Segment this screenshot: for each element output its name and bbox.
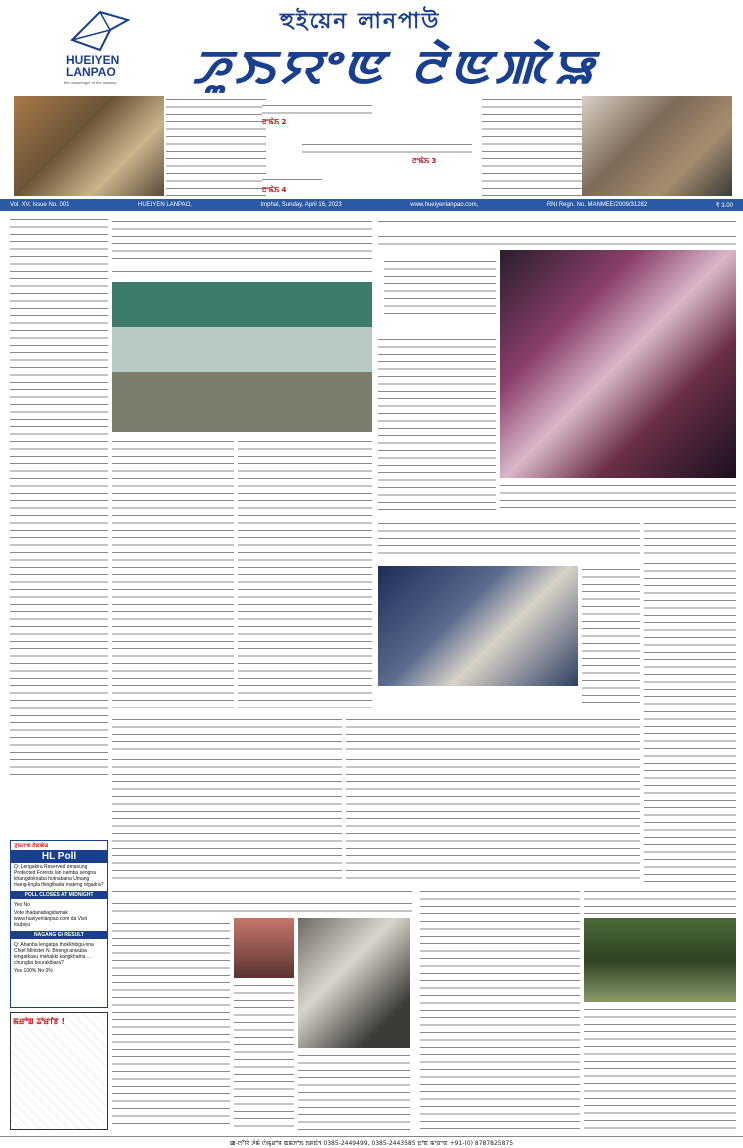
story-column bbox=[420, 918, 580, 1130]
teaser-text-left bbox=[166, 96, 266, 196]
price: ₹ 3.00 bbox=[715, 202, 733, 209]
poll-closes: POLL CLOSES AT MIDNIGHT bbox=[11, 891, 107, 899]
masthead bbox=[0, 0, 743, 92]
teaser-middle bbox=[262, 96, 472, 196]
teaser-more-link[interactable]: ꯂꯦꯃꯥꯏ 2 bbox=[262, 118, 287, 126]
logo-tagline: the messenger of the masses bbox=[64, 80, 117, 85]
story-column bbox=[298, 1052, 410, 1130]
logo[interactable] bbox=[60, 10, 140, 84]
row3-headline-right[interactable] bbox=[346, 716, 640, 752]
story-column bbox=[112, 920, 230, 1130]
cartoon-box[interactable] bbox=[10, 1012, 108, 1130]
bottom-headline-left[interactable] bbox=[112, 900, 412, 916]
story-column bbox=[234, 982, 294, 1130]
teaser-more-link[interactable]: ꯂꯦꯃꯥꯏ 3 bbox=[412, 157, 437, 165]
teaser-photo-left[interactable] bbox=[14, 96, 164, 196]
poll-yes-no[interactable]: Yes No bbox=[14, 902, 30, 908]
poll-title: HL Poll bbox=[11, 850, 107, 863]
story-column bbox=[112, 438, 234, 708]
main-subheadline bbox=[112, 268, 372, 278]
cartoon-title: ꯃꯔꯣꯡ ꯊꯣꯔꯤꯕ ! bbox=[13, 1017, 66, 1026]
poll-vote-info: Vote thadanabagidamak www.hueiyenlanpao.com da Visit toubiyu bbox=[14, 910, 88, 928]
place-date: Imphal, Sunday, April 16, 2023 bbox=[260, 202, 342, 208]
title-meitei: ꯍꯨꯏꯌꯦꯟ ꯂꯥꯟꯄꯥꯎ bbox=[192, 40, 599, 94]
poll-result-values: Yes 100% No 0% bbox=[14, 968, 53, 974]
bottom-headline-mid[interactable] bbox=[420, 888, 580, 914]
rni: RNI Regn. No. MANMEE/2009/31282 bbox=[546, 202, 648, 208]
pull-quote bbox=[384, 258, 496, 318]
mid-headline[interactable] bbox=[378, 520, 640, 556]
poll-result-question: Q: Ahanba lengatpa thokkhibgu-nna Chief Minister N. Birengi anisuba lengatkasu mahakki kangkhatna ... chungba bourakibara? bbox=[14, 942, 94, 966]
kicker-headline bbox=[378, 218, 736, 228]
footer-imprint: ꯀ-ꯁꯧꯌꯥ ꯍꯥꯃꯥ ꯁꯥꯃꯨꯔꯣꯝ ꯑꯃꯈꯣꯏ ꯏꯝꯐꯥꯜ 0385-2449499, 0385-2443585 ꯐꯣꯟ ꯃꯦꯔꯦꯟ +91-(0) 8787825875 bbox=[0, 1136, 743, 1148]
info-bar bbox=[0, 199, 743, 211]
row3-headline-left[interactable] bbox=[112, 716, 342, 752]
poll-label: ꯍꯨꯏꯌꯦꯟ ꯂꯥꯟꯄꯥꯎ bbox=[14, 843, 49, 849]
portrait-photo[interactable] bbox=[234, 918, 294, 978]
volume: Vol. XV, Issue No. 001 bbox=[10, 202, 70, 208]
story-column bbox=[378, 336, 496, 512]
story-column bbox=[346, 756, 640, 880]
story-column bbox=[238, 438, 372, 708]
teaser-text-right bbox=[482, 96, 582, 196]
website[interactable]: www.hueiyenlanpao.com, bbox=[410, 202, 479, 208]
teaser-photo-right[interactable] bbox=[582, 96, 732, 196]
logo-text: HUEIYEN LANPAO bbox=[66, 53, 120, 79]
hl-poll-box[interactable] bbox=[10, 840, 108, 1008]
title-bengali: হুইয়েন লানপাউ bbox=[280, 9, 441, 34]
main-headline[interactable] bbox=[112, 218, 372, 262]
left-news-column bbox=[10, 216, 108, 806]
teaser-more-link[interactable]: ꯂꯦꯃꯥꯏ 4 bbox=[262, 186, 287, 194]
story-column bbox=[112, 756, 342, 880]
photo-caption bbox=[500, 482, 736, 512]
troops-photo[interactable] bbox=[584, 918, 736, 1002]
paper-name: HUEIYEN LANPAO, bbox=[138, 202, 192, 208]
bottom-kicker bbox=[112, 888, 412, 896]
story-column bbox=[584, 1006, 736, 1130]
poll-result-title: NAGANG GI RESULT bbox=[11, 931, 107, 939]
main-story-photo[interactable] bbox=[112, 282, 372, 432]
right-headline[interactable] bbox=[378, 233, 736, 249]
bird-logo-icon bbox=[70, 10, 130, 52]
story-column bbox=[582, 566, 640, 706]
bottom-headline-right[interactable] bbox=[584, 888, 736, 914]
poll-question: Q: Lengakira Reserved amasung Protected Forests lan namba sengna khangdoknaba hotnabana Umang mang-lingla thinglbada mateng otgadra? bbox=[14, 864, 104, 888]
incident-photo[interactable] bbox=[298, 918, 410, 1048]
speaker-photo[interactable] bbox=[378, 566, 578, 686]
pageant-photo[interactable] bbox=[500, 250, 736, 478]
